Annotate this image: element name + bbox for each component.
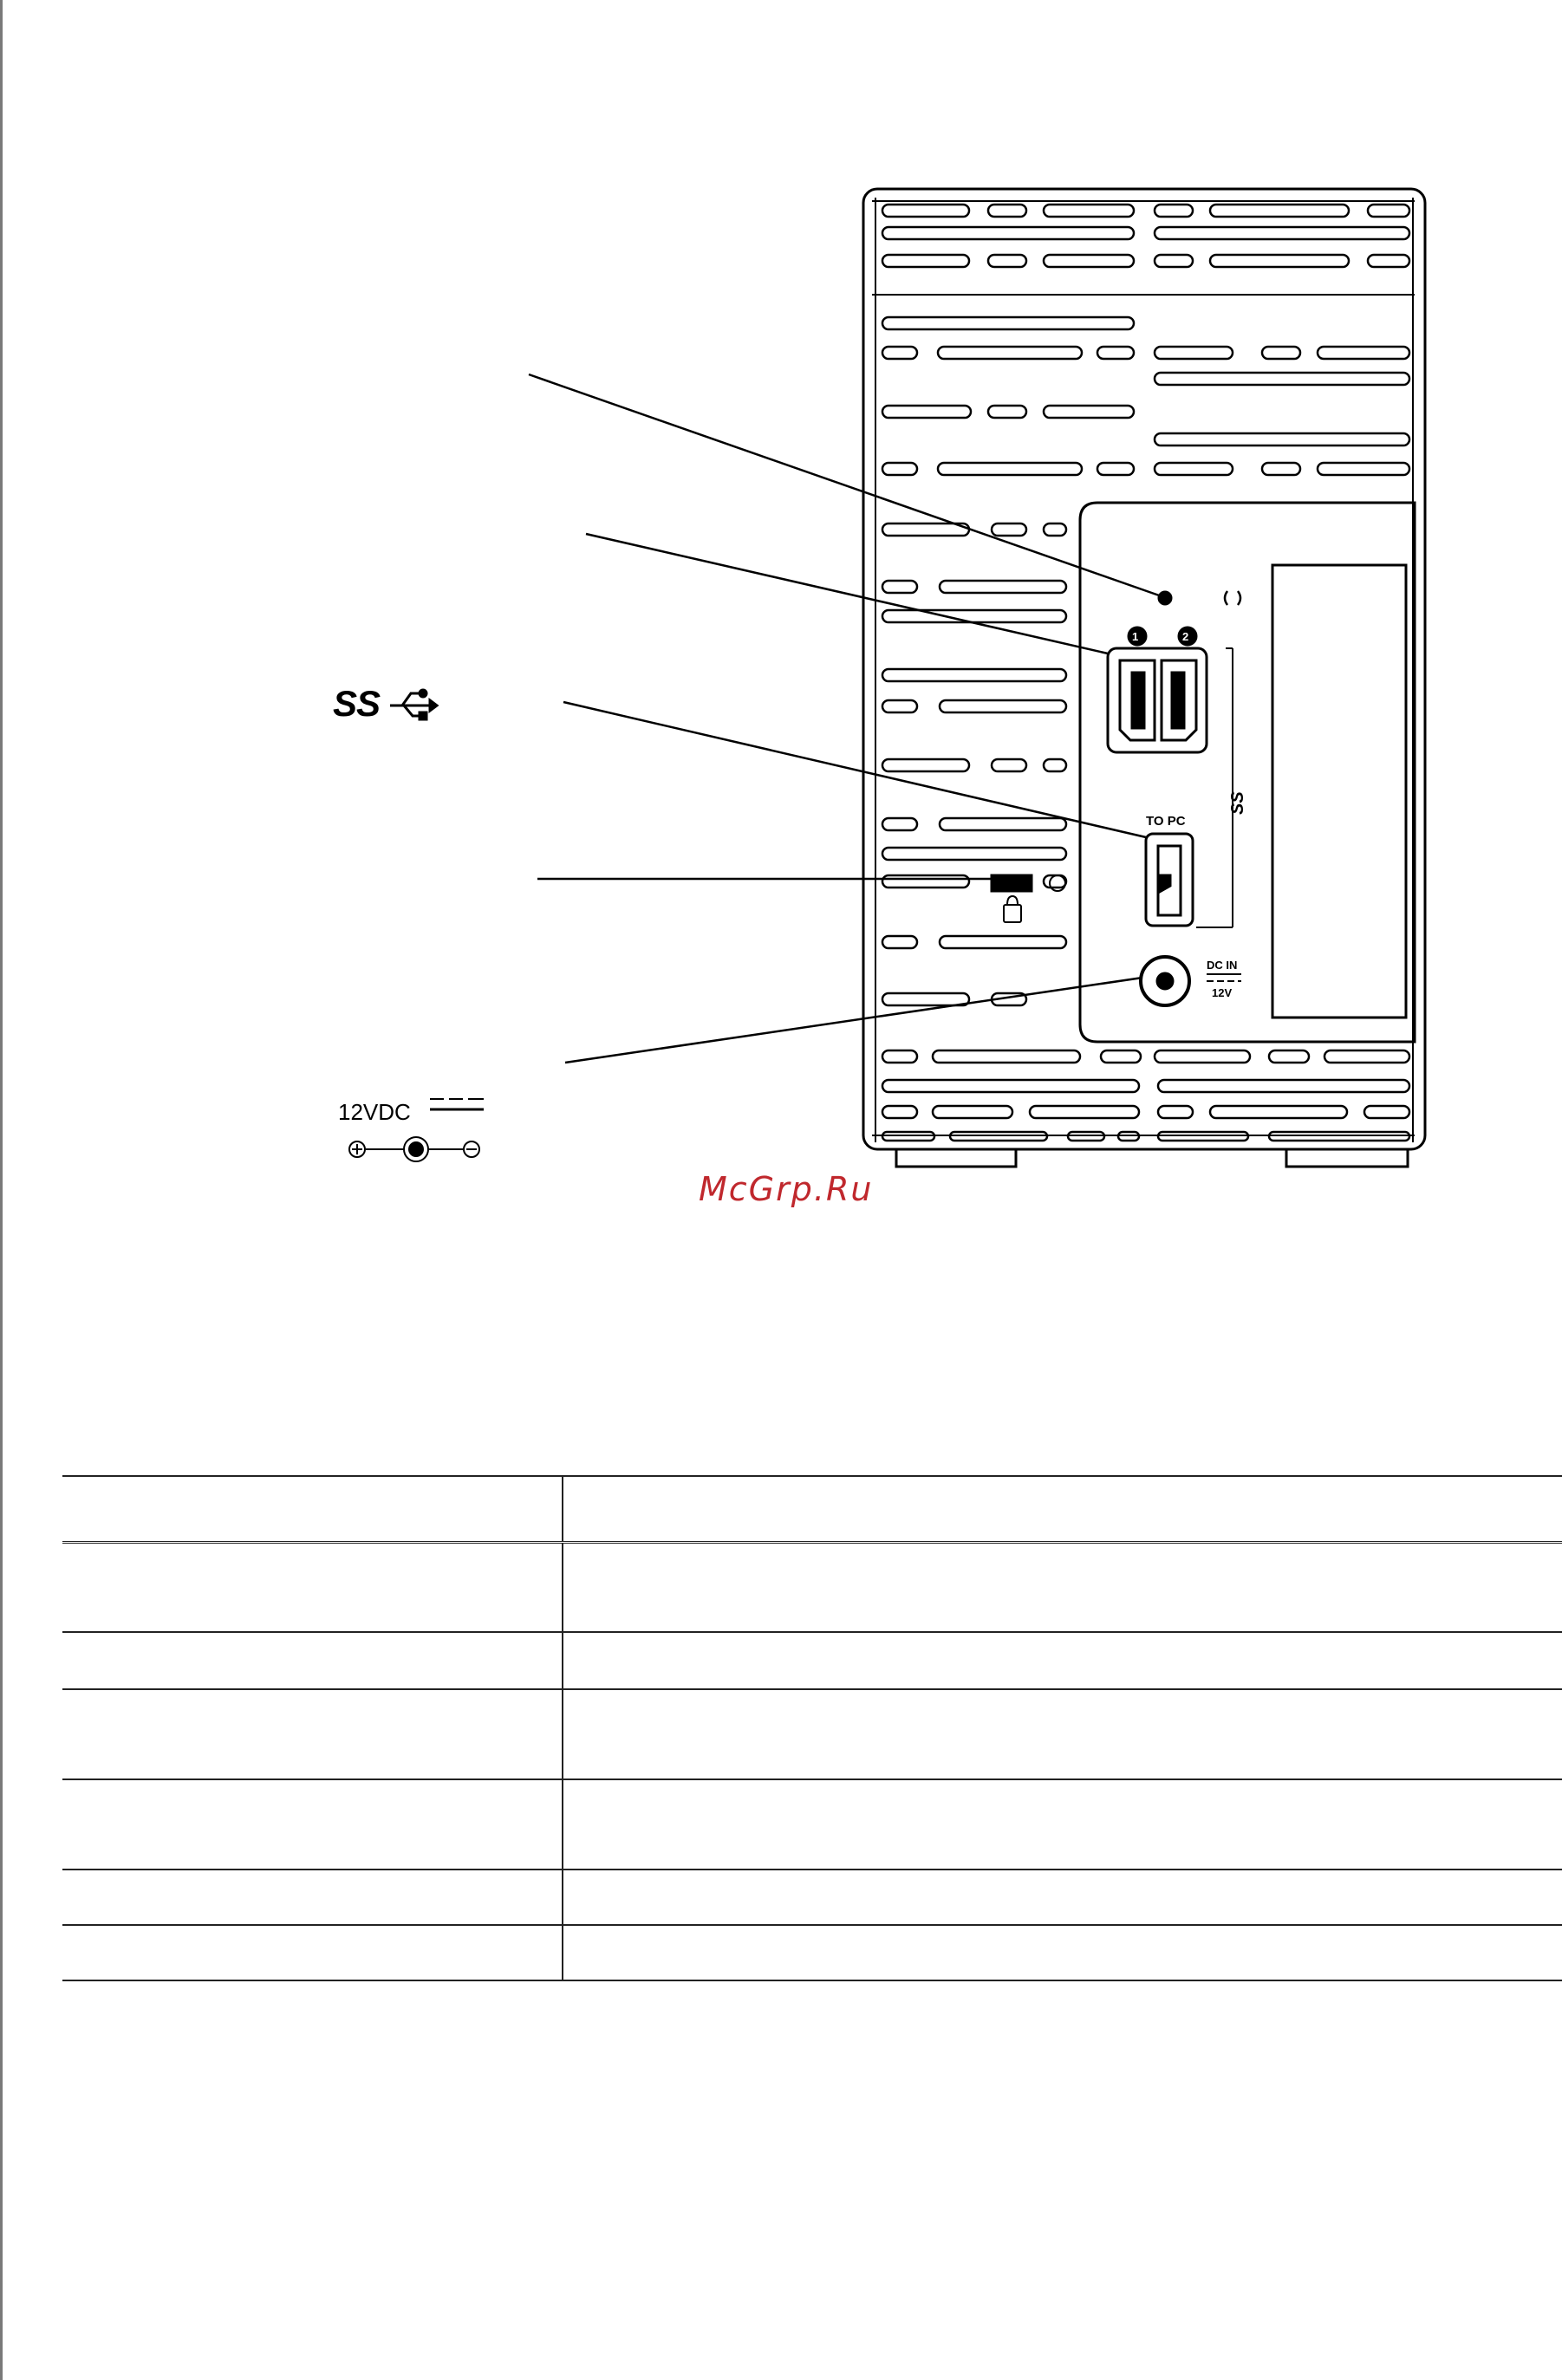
table-row xyxy=(62,1689,1562,1779)
usb-host-ports xyxy=(1108,648,1207,752)
table-cell xyxy=(62,1779,563,1870)
drive-window xyxy=(1272,565,1406,1018)
to-pc-label: TO PC xyxy=(1146,814,1186,829)
port-1-number: 1 xyxy=(1132,630,1139,643)
table-cell xyxy=(62,1542,563,1632)
table-row xyxy=(62,1779,1562,1870)
kensington-lock-icon xyxy=(1004,896,1021,922)
dc-voltage-caption: 12VDC xyxy=(338,1099,411,1125)
table-row xyxy=(62,1870,1562,1925)
dc-in-label: DC IN xyxy=(1207,959,1238,972)
table-cell xyxy=(563,1870,1562,1925)
foot-right xyxy=(1286,1149,1408,1167)
table-cell xyxy=(563,1925,1562,1980)
table-cell xyxy=(62,1632,563,1689)
watermark: McGrp.Ru xyxy=(699,1170,874,1208)
table-cell xyxy=(62,1476,563,1542)
table-cell xyxy=(563,1632,1562,1689)
table-cell xyxy=(563,1476,1562,1542)
table-cell xyxy=(62,1925,563,1980)
foot-left xyxy=(896,1149,1016,1167)
table-row xyxy=(62,1476,1562,1542)
to-pc-usb-port xyxy=(1146,834,1193,926)
vertical-usb-label: SS xyxy=(1228,791,1247,815)
usb-trident-icon xyxy=(390,690,437,719)
table-row xyxy=(62,1542,1562,1632)
callout-lines xyxy=(529,374,1162,1063)
kensington-slot xyxy=(992,875,1032,891)
spec-table xyxy=(62,1475,1562,1981)
table-cell xyxy=(62,1870,563,1925)
port-2-number: 2 xyxy=(1182,630,1189,643)
rear-panel xyxy=(1080,503,1415,1042)
reset-icon xyxy=(1225,591,1240,605)
vent-slots xyxy=(882,205,1409,1141)
table-row xyxy=(62,1925,1562,1980)
table-cell xyxy=(62,1689,563,1779)
usb-superspeed-logo: SS xyxy=(333,683,381,724)
table-row xyxy=(62,1632,1562,1689)
table-cell xyxy=(563,1689,1562,1779)
dc-voltage-label: 12V xyxy=(1212,986,1233,999)
table-cell xyxy=(563,1779,1562,1870)
reset-button xyxy=(1159,592,1171,604)
table-cell xyxy=(563,1542,1562,1632)
